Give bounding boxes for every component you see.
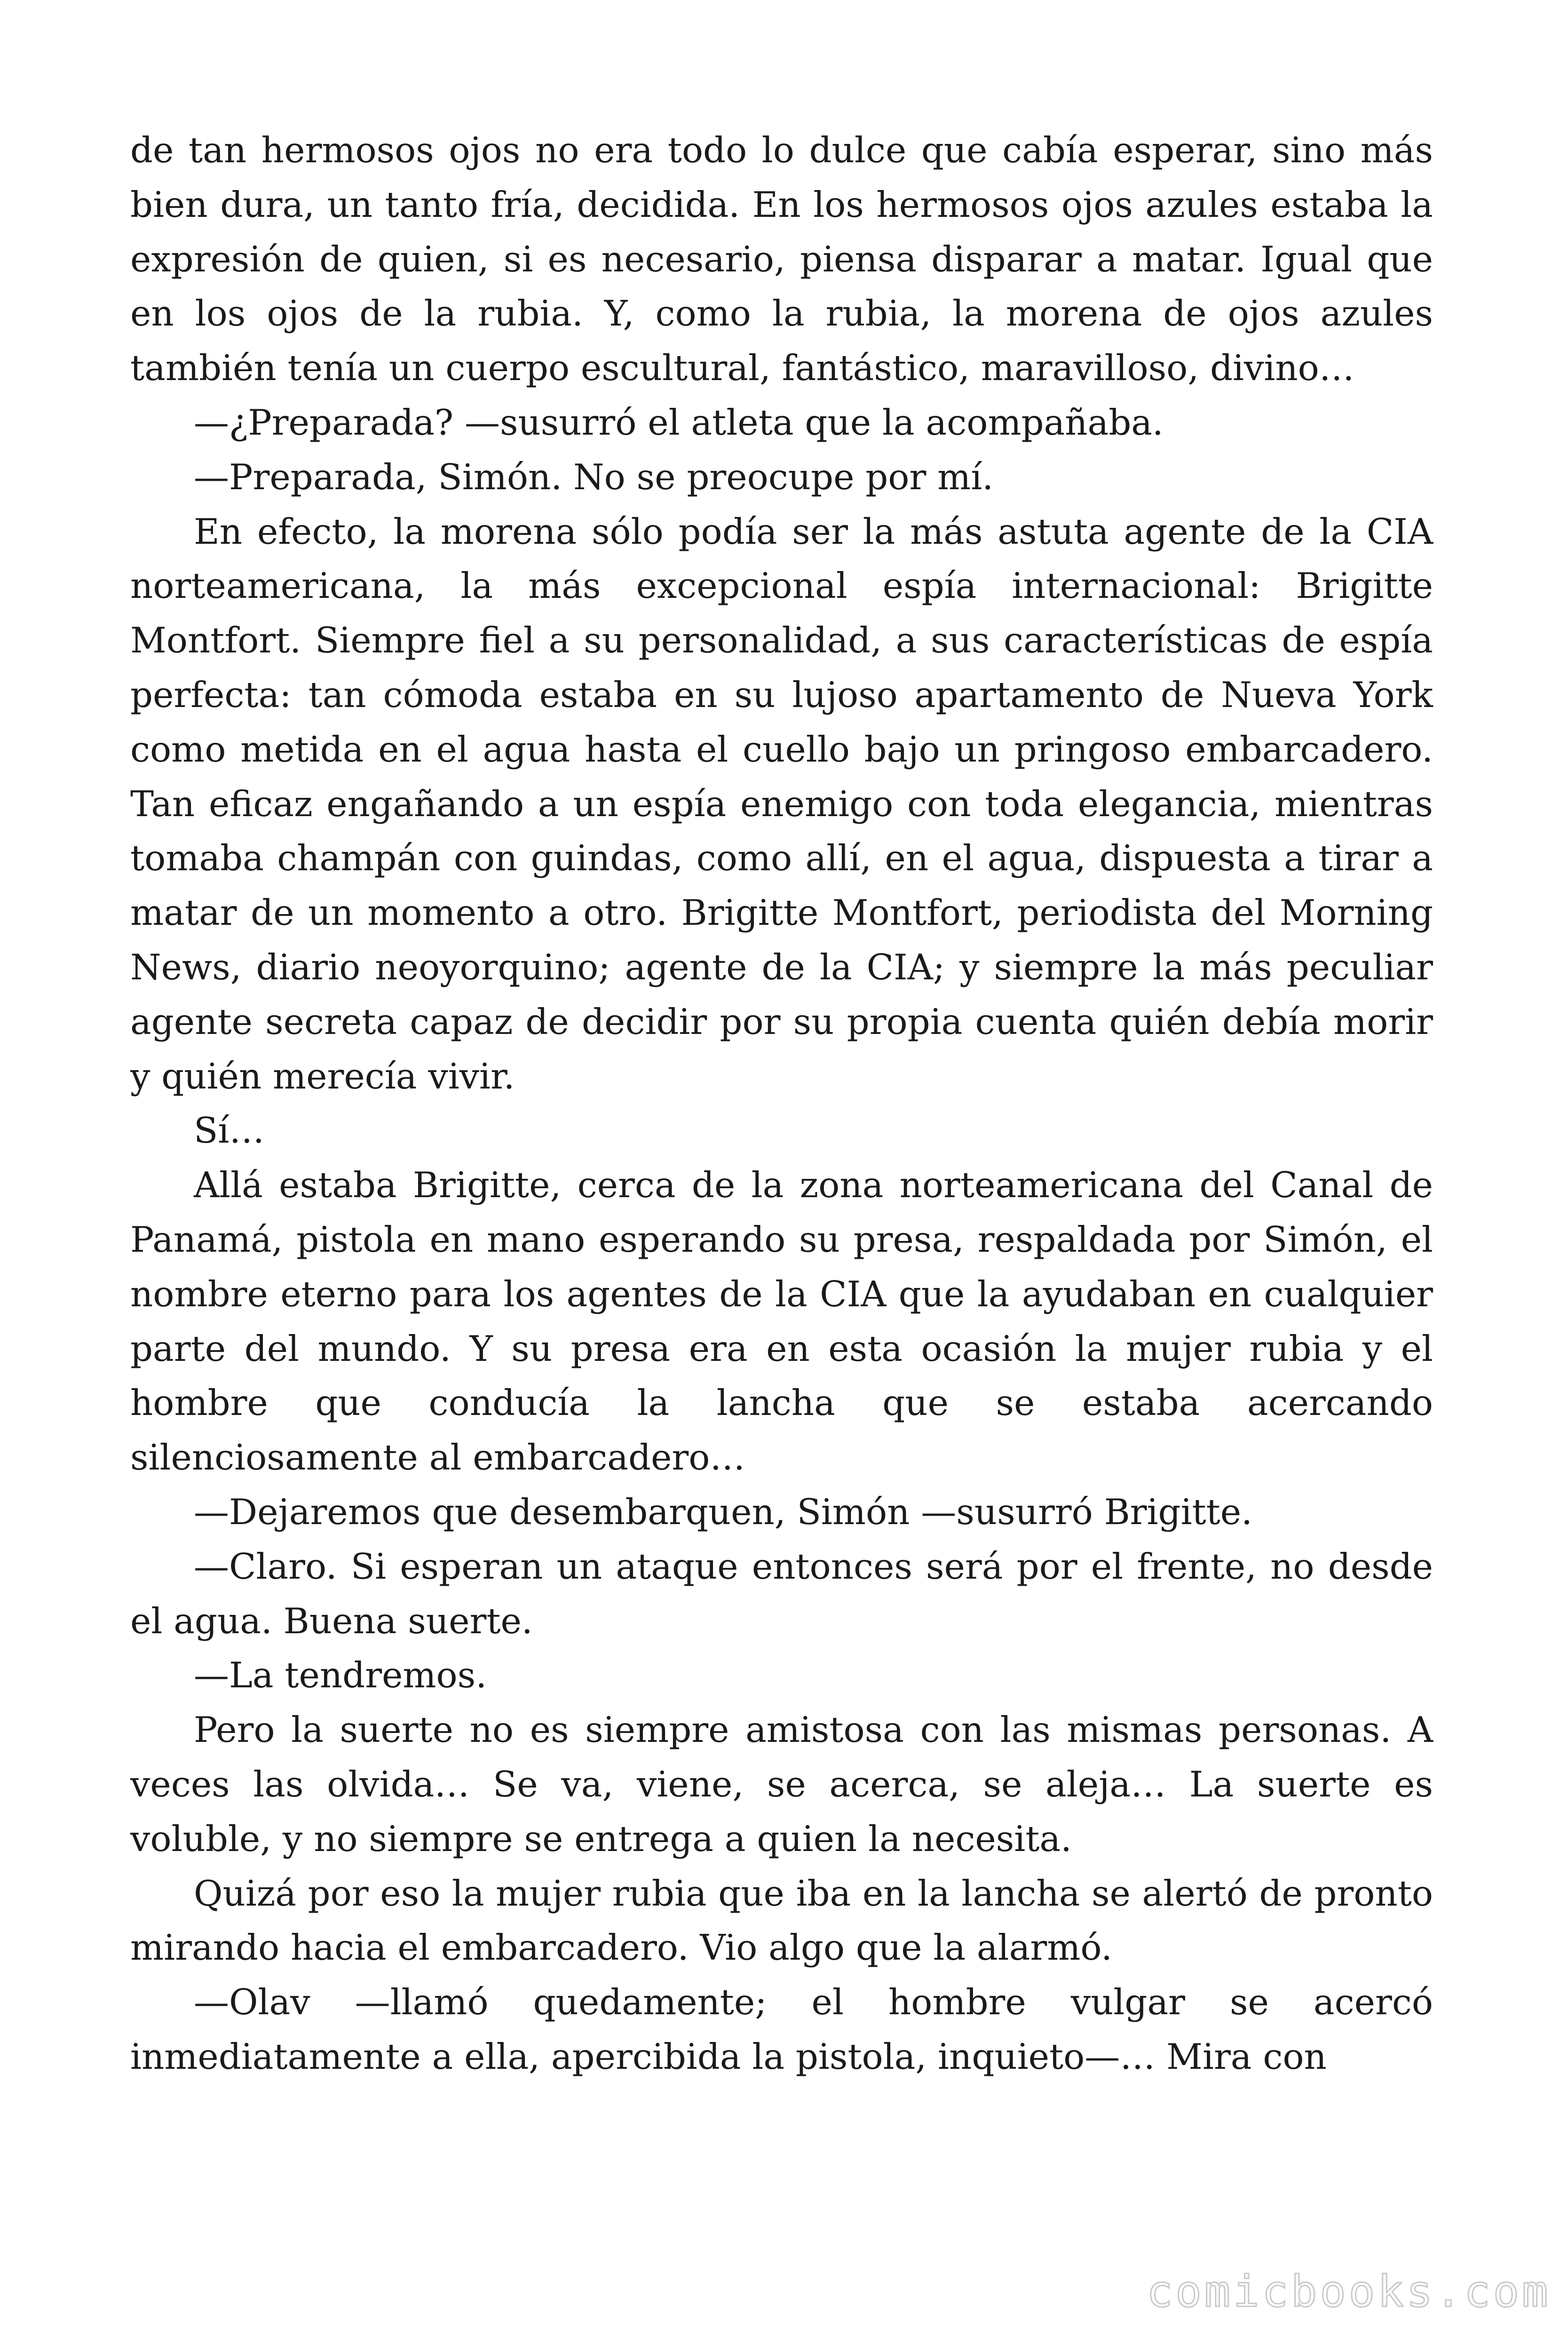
paragraph-5: Sí…: [194, 1110, 265, 1152]
paragraph-7: —Dejaremos que desembarquen, Simón —susurró Brigitte.: [194, 1491, 1253, 1533]
paragraph-12: —Olav —llamó quedamente; el hombre vulgar se acercó inmediatamente a ella, apercibida la pistola, inquieto—… Mira con: [130, 1981, 1433, 2077]
paragraph-4: En efecto, la morena sólo podía ser la más astuta agente de la CIA norteamericana, la más excepcional espía internacional: Brigitte Montfort. Siempre fiel a su personalidad, a sus características de espía perfecta: tan cómoda estaba en su lujoso apartamento de Nueva York como metida en el agua hasta el cuello bajo un pringoso embarcadero. Tan eficaz engañando a un espía enemigo con toda elegancia, mientras tomaba champán con guindas, como allí, en el agua, dispuesta a tirar a matar de un momento a otro. Brigitte Montfort, periodista del Morning News, diario neoyorquino; agente de la CIA; y siempre la más peculiar agente secreta capaz de decidir por su propia cuenta quién debía morir y quién merecía vivir.: [130, 510, 1433, 1097]
paragraph-3: —Preparada, Simón. No se preocupe por mí.: [194, 456, 994, 498]
paragraph-9: —La tendremos.: [194, 1654, 487, 1696]
paragraph-1: de tan hermosos ojos no era todo lo dulce que cabía esperar, sino más bien dura, un tanto fría, decidida. En los hermosos ojos azules estaba la expresión de quien, si es necesario, piensa disparar a matar. Igual que en los ojos de la rubia. Y, como la rubia, la morena de ojos azules también tenía un cuerpo escultural, fantástico, maravilloso, divino…: [130, 129, 1433, 389]
page-body: [130, 123, 1433, 2084]
paragraph-6: Allá estaba Brigitte, cerca de la zona norteamericana del Canal de Panamá, pistola en mano esperando su presa, respaldada por Simón, el nombre eterno para los agentes de la CIA que la ayudaban en cualquier parte del mundo. Y su presa era en esta ocasión la mujer rubia y el hombre que conducía la lancha que se estaba acercando silenciosamente al embarcadero…: [130, 1164, 1433, 1478]
paragraph-8: —Claro. Si esperan un ataque entonces será por el frente, no desde el agua. Buena suerte.: [130, 1545, 1433, 1642]
watermark: comicbooks.com: [1147, 2266, 1551, 2317]
paragraph-2: —¿Preparada? —susurró el atleta que la acompañaba.: [194, 401, 1164, 443]
paragraph-11: Quizá por eso la mujer rubia que iba en la lancha se alertó de pronto mirando hacia el embarcadero. Vio algo que la alarmó.: [130, 1872, 1433, 1969]
paragraph-10: Pero la suerte no es siempre amistosa con las mismas personas. A veces las olvida… Se va, viene, se acerca, se aleja… La suerte es voluble, y no siempre se entrega a quien la necesita.: [130, 1709, 1433, 1859]
